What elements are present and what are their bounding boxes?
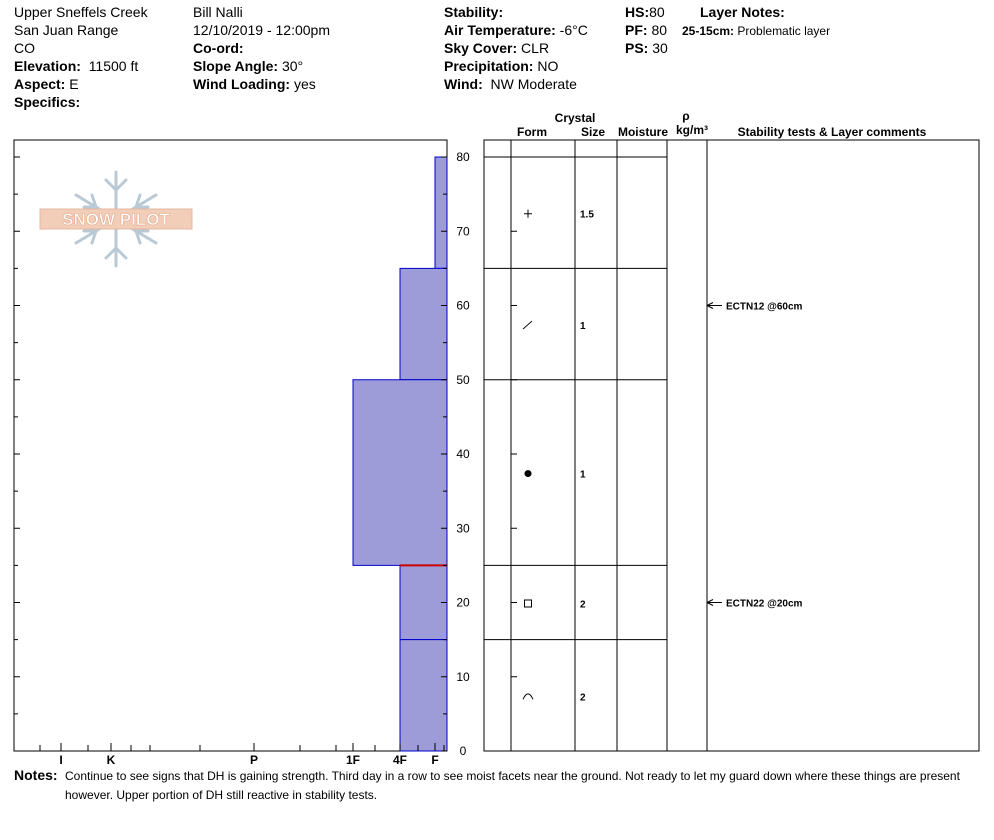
size-header: Size xyxy=(580,125,606,139)
depth-tick-label: 80 xyxy=(456,150,470,164)
depth-tick-label: 40 xyxy=(456,447,470,461)
hardness-tick-label: I xyxy=(59,753,63,767)
aspect-label: Aspect: xyxy=(14,76,66,92)
precip-value: NO xyxy=(537,58,559,74)
pf-label: PF: xyxy=(625,22,648,38)
wind-label: Wind: xyxy=(444,76,483,92)
hardness-bar xyxy=(400,565,447,639)
crystal-size-label: 1 xyxy=(580,469,586,481)
elevation-label: Elevation: xyxy=(14,58,81,74)
wind-value: NW Moderate xyxy=(490,76,577,92)
depth-tick-label: 50 xyxy=(456,372,470,387)
state-name: CO xyxy=(14,40,35,56)
stability-test-label: ECTN22 @20cm xyxy=(726,598,803,610)
stability-label: Stability: xyxy=(444,4,504,20)
slope-label: Slope Angle: xyxy=(193,58,279,74)
stability-tests xyxy=(707,302,803,610)
range-name: San Juan Range xyxy=(14,22,119,38)
notes-text: Continue to see signs that DH is gaining strength. Third day in a row to see moist facets near the ground. Not ready to let my guard down where these things are present however. Upper portion of DH still reactive in stability tests. xyxy=(65,769,960,802)
hardness-bars xyxy=(353,157,447,751)
plus-crystal-icon xyxy=(524,210,532,218)
rho-header: ρ xyxy=(682,109,690,123)
sky-value: CLR xyxy=(521,40,550,56)
wind-loading-value: yes xyxy=(293,76,316,92)
hardness-tick-label: 1F xyxy=(345,753,361,767)
crystal-size-label: 2 xyxy=(580,599,586,611)
square-crystal-icon xyxy=(525,600,532,607)
hs-value: 80 xyxy=(649,4,665,20)
crystal-forms xyxy=(523,210,594,704)
location-name: Upper Sneffels Creek xyxy=(14,4,148,20)
observation-datetime: 12/10/2019 - 12:00pm xyxy=(193,22,330,38)
caret-crystal-icon xyxy=(523,694,533,700)
layer-note-range: 25-15cm: xyxy=(682,24,735,38)
notes-label: Notes: xyxy=(14,767,58,783)
depth-tick-label: 0 xyxy=(459,744,467,758)
precip-label: Precipitation: xyxy=(444,58,534,74)
depth-tick-label: 10 xyxy=(456,669,470,684)
hardness-axis xyxy=(40,743,444,767)
hardness-tick-label: P xyxy=(249,753,259,767)
density-unit-header: kg/m³ xyxy=(675,123,709,137)
wind-loading-label: Wind Loading: xyxy=(193,76,291,92)
crystal-size-label: 1.5 xyxy=(580,209,594,221)
observer-name: Bill Nalli xyxy=(193,4,243,20)
slope-value: 30° xyxy=(281,58,304,74)
hardness-tick-label: 4F xyxy=(392,753,408,767)
aspect-value: E xyxy=(69,76,79,92)
hs-label: HS: xyxy=(625,4,650,20)
ps-value: 30 xyxy=(652,40,668,56)
crystal-header: Crystal xyxy=(554,111,596,125)
hardness-bar xyxy=(400,640,447,751)
stability-arrow-icon xyxy=(707,600,722,606)
ps-label: PS: xyxy=(625,40,649,56)
hardness-bar xyxy=(435,157,447,268)
layer-note-text: Problematic layer xyxy=(737,24,831,38)
hardness-bar xyxy=(400,268,447,379)
hardness-tick-label: K xyxy=(106,753,116,767)
depth-tick-label: 20 xyxy=(456,595,470,610)
specifics-label: Specifics: xyxy=(14,94,81,110)
pf-value: 80 xyxy=(651,22,668,38)
air-temp-value: -6°C xyxy=(559,22,588,38)
layer-notes-label: Layer Notes: xyxy=(700,4,785,20)
form-header: Form xyxy=(517,125,547,139)
stability-test-label: ECTN12 @60cm xyxy=(726,301,803,313)
moisture-header: Moisture xyxy=(617,125,669,139)
elevation-value: 11500 ft xyxy=(88,58,139,74)
stability-arrow-icon xyxy=(707,303,722,309)
crystal-size-label: 1 xyxy=(580,321,586,333)
dot-crystal-icon xyxy=(525,470,532,477)
slash-crystal-icon xyxy=(523,321,532,329)
sky-label: Sky Cover: xyxy=(444,40,518,56)
hardness-bar xyxy=(353,380,447,566)
layer-table-frame xyxy=(484,140,979,751)
depth-tick-label: 60 xyxy=(456,298,470,313)
coord-label: Co-ord: xyxy=(193,40,244,56)
hardness-tick-label: F xyxy=(431,753,439,767)
depth-tick-label: 70 xyxy=(456,224,470,239)
air-temp-label: Air Temperature: xyxy=(444,22,556,38)
depth-tick-label: 30 xyxy=(456,521,470,536)
left-ticks xyxy=(14,157,20,751)
logo-text: SNOW PILOT xyxy=(62,210,170,229)
stability-header: Stability tests & Layer comments xyxy=(737,125,927,139)
snowpilot-logo xyxy=(40,172,192,266)
crystal-size-label: 2 xyxy=(580,692,586,704)
